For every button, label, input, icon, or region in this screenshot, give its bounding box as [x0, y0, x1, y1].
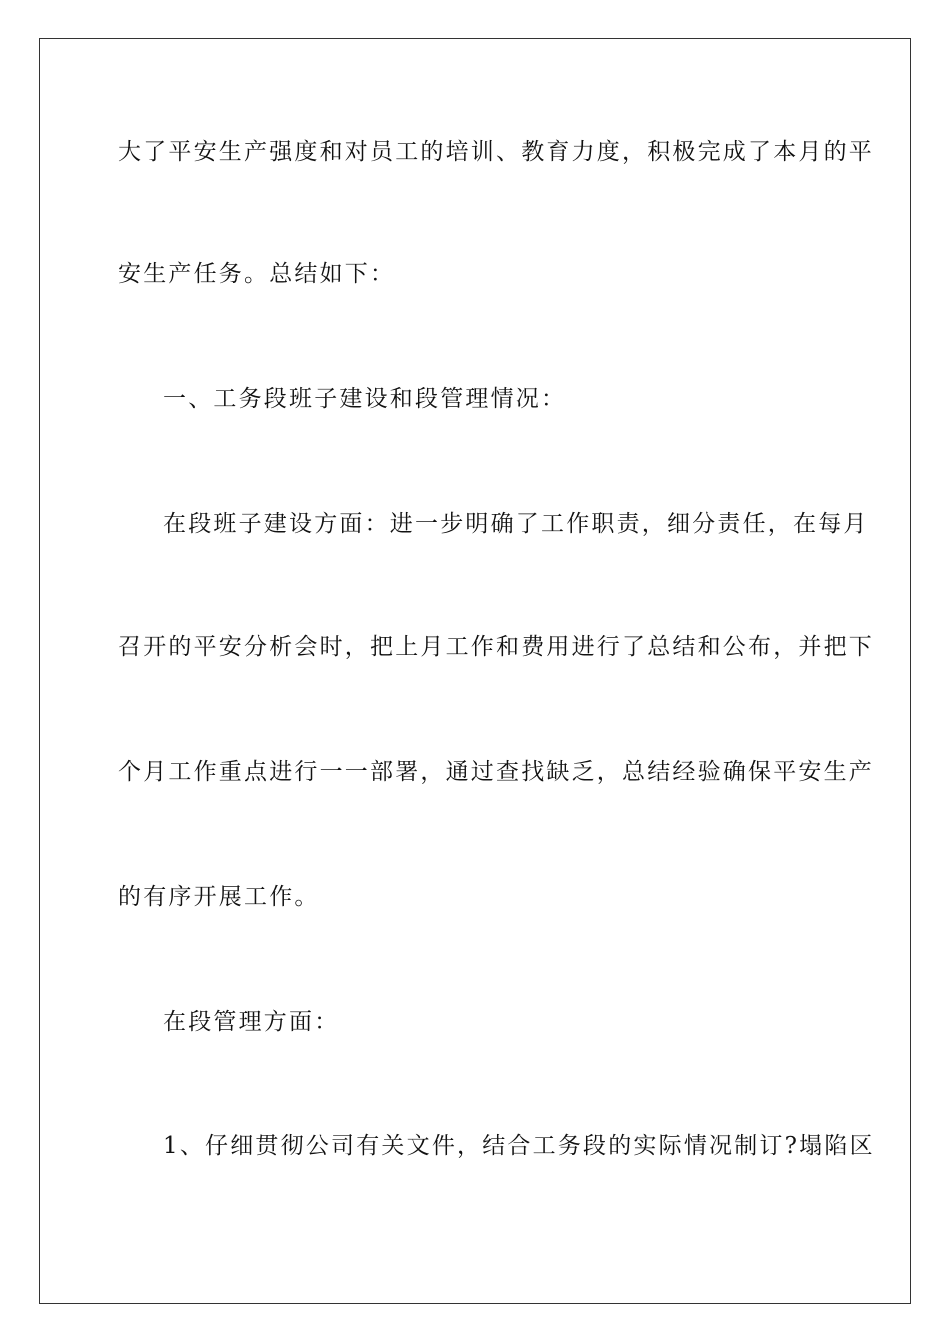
text-line-1: 大了平安生产强度和对员工的培训、教育力度，积极完成了本月的平	[118, 139, 874, 165]
text-line-4: 在段班子建设方面：进一步明确了工作职责，细分责任，在每月	[163, 511, 869, 537]
page-frame	[39, 38, 911, 1304]
text-line-5: 召开的平安分析会时，把上月工作和费用进行了总结和公布，并把下	[118, 634, 874, 660]
text-line-2: 安生产任务。总结如下：	[118, 261, 396, 287]
text-line-9: 1、仔细贯彻公司有关文件，结合工务段的实际情况制订?塌陷区	[163, 1133, 875, 1159]
section-heading-1: 一、工务段班子建设和段管理情况：	[163, 386, 567, 412]
subheading-management: 在段管理方面：	[163, 1009, 340, 1035]
text-line-7: 的有序开展工作。	[118, 884, 320, 910]
text-line-6: 个月工作重点进行一一部署，通过查找缺乏，总结经验确保平安生产	[118, 759, 874, 785]
